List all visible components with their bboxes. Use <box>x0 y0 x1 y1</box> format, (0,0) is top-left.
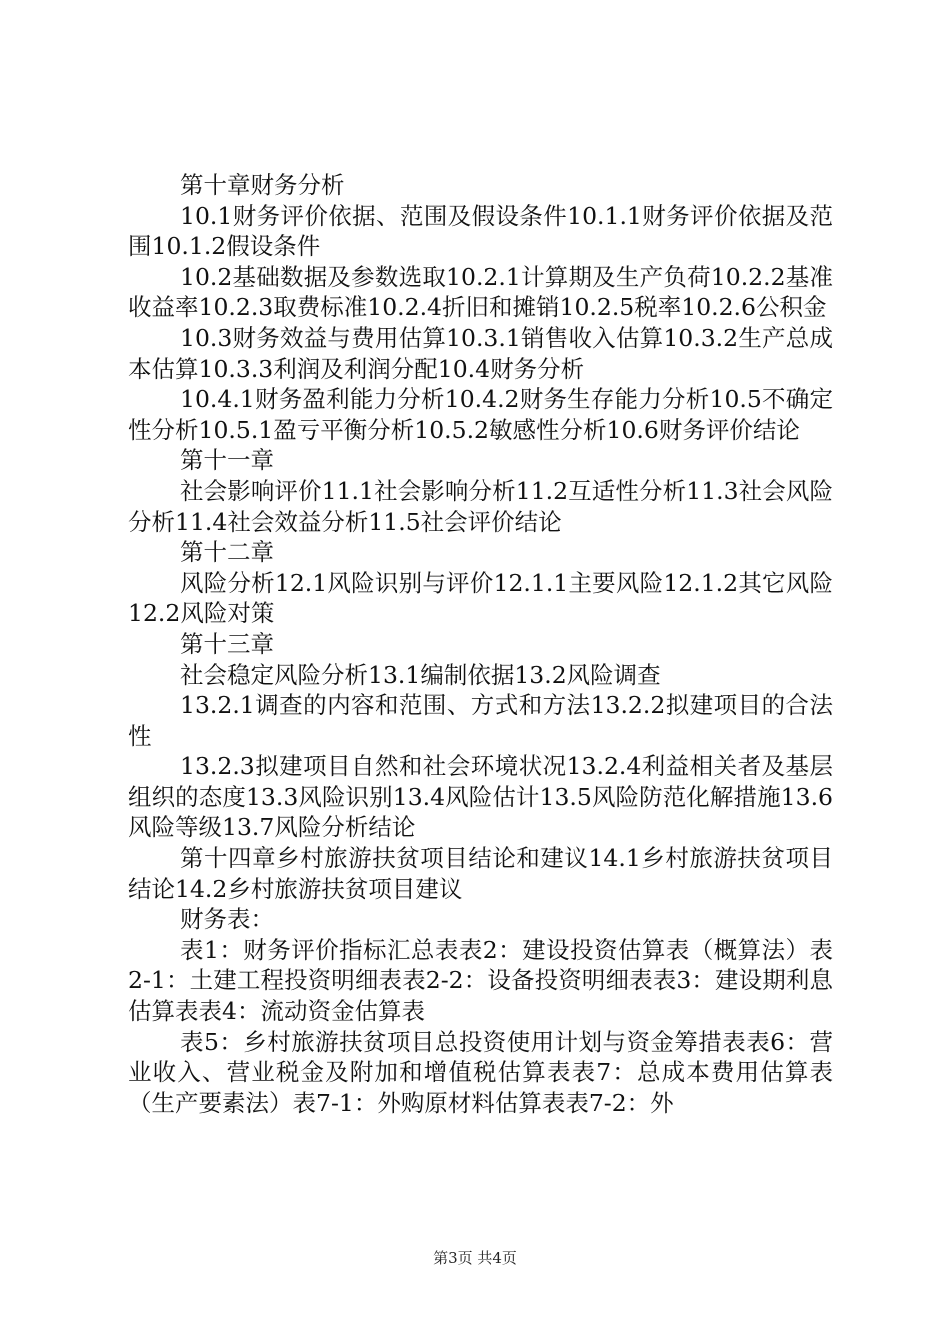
paragraph-11: 社会影响评价11.1社会影响分析11.2互适性分析11.3社会风险分析11.4社会效益分析11.5社会评价结论 <box>128 476 833 536</box>
paragraph-13-2-3: 13.2.3拟建项目自然和社会环境状况13.2.4利益相关者及基层组织的态度13.3风险识别13.4风险估计13.5风险防范化解措施13.6风险等级13.7风险分析结论 <box>128 752 833 842</box>
chapter-14-paragraph: 第十四章乡村旅游扶贫项目结论和建议14.1乡村旅游扶贫项目结论14.2乡村旅游扶贫项目建议 <box>128 844 833 903</box>
paragraph-10-2: 10.2基础数据及参数选取10.2.1计算期及生产负荷10.2.2基准收益率10.2.3取费标准10.2.4折旧和摊销10.2.5税率10.2.6公积金 <box>128 262 833 322</box>
paragraph-12: 风险分析12.1风险识别与评价12.1.1主要风险12.1.2其它风险12.2风险对策 <box>128 568 833 628</box>
tables-list-2: 表5：乡村旅游扶贫项目总投资使用计划与资金筹措表表6：营业收入、营业税金及附加和增值税估算表表7：总成本费用估算表（生产要素法）表7-1：外购原材料估算表表7-2：外 <box>128 1027 833 1117</box>
paragraph-13: 社会稳定风险分析13.1编制依据13.2风险调查 <box>180 660 661 689</box>
chapter-13-heading: 第十三章 <box>180 629 274 658</box>
tables-list-1: 表1：财务评价指标汇总表表2：建设投资估算表（概算法）表2-1：土建工程投资明细表表2-2：设备投资明细表表3：建设期利息估算表表4：流动资金估算表 <box>128 935 833 1026</box>
chapter-12-heading: 第十二章 <box>180 538 274 567</box>
paragraph-10-1: 10.1财务评价依据、范围及假设条件10.1.1财务评价依据及范围10.1.2假设条件 <box>128 201 833 261</box>
chapter-11-heading: 第十一章 <box>180 446 274 475</box>
paragraph-13-2-1: 13.2.1调查的内容和范围、方式和方法13.2.2拟建项目的合法性 <box>128 691 833 750</box>
page-footer: 第3页 共4页 <box>433 1249 517 1267</box>
document-body <box>128 170 833 1118</box>
paragraph-10-4: 10.4.1财务盈利能力分析10.4.2财务生存能力分析10.5不确定性分析10.5.1盈亏平衡分析10.5.2敏感性分析10.6财务评价结论 <box>128 385 833 444</box>
paragraph-10-3: 10.3财务效益与费用估算10.3.1销售收入估算10.3.2生产总成本估算10.3.3利润及利润分配10.4财务分析 <box>128 323 833 383</box>
chapter-10-heading: 第十章财务分析 <box>180 171 345 199</box>
financial-tables-heading: 财务表： <box>180 905 274 934</box>
